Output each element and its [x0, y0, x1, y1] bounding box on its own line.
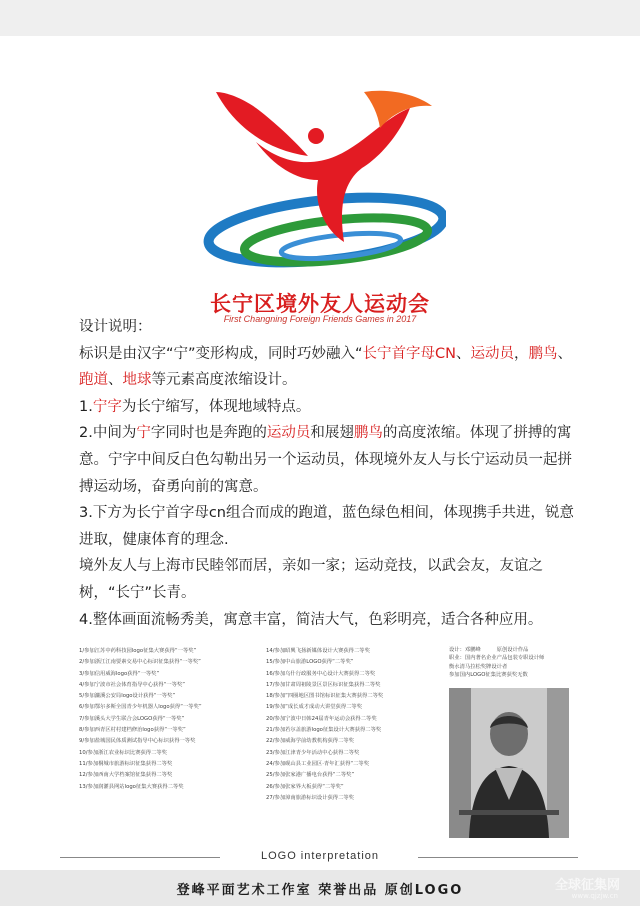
designer-info-line: 职业：国内著名企业产品包装专职设计师: [449, 655, 545, 662]
interpretation-label: LOGO interpretation: [260, 850, 380, 862]
description-paragraph-3: 2.中间为宁字同时也是奔跑的运动员和展翅鹏鸟的高度浓缩。体现了拼搏的寓意。宁字中间反白色勾勒出另一个运动员，体现境外友人与长宁运动员一起拼搏运动场，奋勇向前的寓意。: [79, 425, 572, 495]
brand-title: 长宁区境外友人运动会: [210, 292, 430, 316]
award-item: 8/参加西青区村村建档修治logo获得“一等奖”: [79, 727, 186, 734]
award-item: 20/参加宁波中日韩24届青年运动会获得二等奖: [266, 715, 377, 722]
description-paragraph-4: 3.下方为长宁首字母cn组合而成的跑道，蓝色绿色相间，体现携手共进，锐意进取，健康体育的理念.: [79, 505, 574, 548]
designer-info: [449, 646, 569, 679]
award-item: 22/参加威海学前幼教机构获得二等奖: [266, 738, 354, 745]
award-item: 6/参加鄂尔多斯全国青少年机器人logo获得“一等奖”: [79, 704, 202, 711]
award-item: 7/参加溪头大学生联合会LOGO获得“一等奖”: [79, 715, 185, 722]
award-item: 3/参加信用威海logo获得“一等奖”: [79, 670, 160, 677]
interpretation-row: [0, 850, 640, 864]
award-item: 9/参加盐城国民体质测试指导中心标识获得一等奖: [79, 738, 196, 745]
award-item: 21/参加若尔盖旅游logo征集设计大赛获得二等奖: [266, 727, 382, 734]
games-logo: [196, 84, 446, 294]
award-item: 18/参加“四圈地区图书馆标识征集大赛获得二等奖: [266, 693, 384, 700]
designer-info-line: 衡水清马拉松奖牌设计者: [449, 663, 508, 670]
description-paragraph-6: 4.整体画面流畅秀美，寓意丰富，简洁大气，色彩明亮，适合各种应用。: [79, 611, 543, 628]
footer-credit: 登峰平面艺术工作室 荣誉出品 原创LOGO: [176, 883, 464, 898]
award-item: 16/参加乌什行政服务中心设计大赛获得二等奖: [266, 670, 376, 677]
award-item: 15/参加中山旅游LOGO获得“二等奖”: [266, 659, 354, 666]
award-item: 13/参加润灌县网站logo征集大赛获得二等奖: [79, 783, 184, 790]
description-paragraph-5: 境外友人与上海市民睦邻而居，亲如一家；运动竞技，以武会友，友谊之树，“长宁”长青。: [79, 558, 543, 601]
award-item: 12/参加西南大学档案馆征集获得二等奖: [79, 772, 173, 779]
runner-left-wing: [216, 92, 308, 156]
award-item: 23/参加江津青少年活动中心获得二等奖: [266, 749, 360, 756]
designer-info-line: 设计：邓鹏峰 原创设计作品: [449, 647, 529, 653]
award-item: 4/参加宁波市社会体育指导中心获得“一等奖”: [79, 681, 185, 688]
designer-photo: [449, 688, 569, 838]
designer-info-line: 参加国内LOGO征集比赛获奖无数: [449, 671, 528, 678]
description-paragraph-1: 标识是由汉字“宁”变形构成，同时巧妙融入“长宁首字母CN、运动员，鹏鸟、跑道、地球等元素高度浓缩设计。: [79, 345, 573, 389]
brand-subtitle: First Changning Foreign Friends Games in 2017: [223, 314, 417, 324]
top-band: [0, 0, 640, 36]
award-item: 1/参加江苏中药科技园logo征集大赛获得“一等奖”: [79, 648, 197, 654]
award-item: 2/参加浙江江南要素交易中心标识征集获得“一等奖”: [79, 659, 201, 666]
award-item: 11/参加桐城市旅游标识征集获得二等奖: [79, 760, 173, 767]
watermark-url: www.qjzjw.cn: [571, 892, 618, 900]
awards-list-right: [266, 646, 383, 804]
award-item: 26/参加张家界大板获得“二等奖”: [266, 783, 344, 790]
description-paragraph-2: 1.宁字为长宁缩写，体现地域特点。: [79, 398, 311, 415]
award-item: 14/参加昭興飞扬新媒体设计大赛获得二等奖: [266, 648, 370, 654]
award-item: 27/参加漳南旅游标识设计获得二等奖: [266, 794, 354, 801]
award-item: 5/参加濂溪公安局logo设计获得“一等奖”: [79, 693, 176, 700]
design-description: [79, 314, 579, 633]
footer-band: [0, 870, 640, 906]
award-item: 19/参加“成长成才成动大讲堂获得二等奖: [266, 704, 363, 711]
award-item: 17/参加甘肃周祖陵景区景区标识征集获得二等奖: [266, 681, 381, 688]
divider-right: [418, 857, 578, 858]
award-item: 24/参加砚山县工业园区·青年汇获得“二等奖: [266, 760, 370, 767]
award-item: 10/参加浙江农业标识比赛获得二等奖: [79, 749, 167, 756]
award-item: 25/参加张家港广播电台获得“二等奖”: [266, 772, 355, 779]
awards-list-left: [79, 646, 202, 793]
watermark-text: 全球征集网: [554, 878, 620, 893]
description-heading: 设计说明：: [79, 319, 152, 335]
